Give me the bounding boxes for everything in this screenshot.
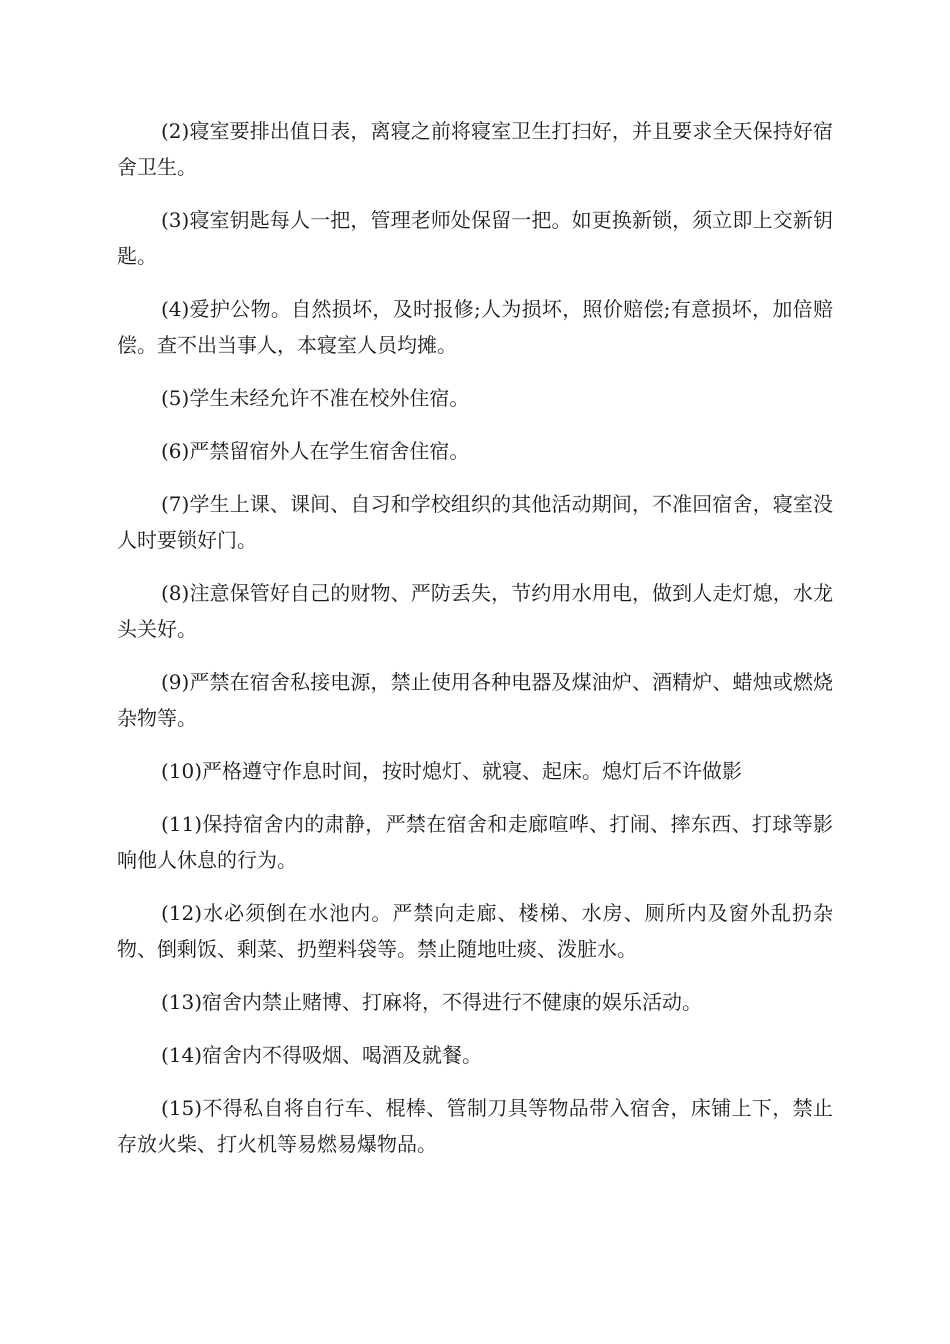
rule-paragraph-2: (2)寝室要排出值日表，离寝之前将寝室卫生打扫好，并且要求全天保持好宿舍卫生。: [117, 119, 833, 179]
rule-paragraph-6: (6)严禁留宿外人在学生宿舍住宿。: [161, 439, 470, 463]
rule-paragraph-3: (3)寝室钥匙每人一把，管理老师处保留一把。如更换新锁，须立即上交新钥匙。: [117, 208, 833, 268]
rule-paragraph-13: (13)宿舍内禁止赌博、打麻将，不得进行不健康的娱乐活动。: [161, 990, 703, 1014]
rule-paragraph-10: (10)严格遵守作息时间，按时熄灯、就寝、起床。熄灯后不许做影: [161, 759, 743, 783]
rule-paragraph-5: (5)学生未经允许不准在校外住宿。: [161, 386, 470, 410]
rule-paragraph-14: (14)宿舍内不得吸烟、喝酒及就餐。: [161, 1043, 483, 1067]
rule-paragraph-15: (15)不得私自将自行车、棍棒、管制刀具等物品带入宿舍，床铺上下，禁止存放火柴、打火机等易燃易爆物品。: [117, 1096, 833, 1156]
rule-paragraph-12: (12)水必须倒在水池内。严禁向走廊、楼梯、水房、厕所内及窗外乱扔杂物、倒剩饭、剩菜、扔塑料袋等。禁止随地吐痰、泼脏水。: [117, 901, 833, 961]
rule-paragraph-8: (8)注意保管好自己的财物、严防丢失，节约用水用电，做到人走灯熄，水龙头关好。: [117, 581, 833, 641]
rule-paragraph-7: (7)学生上课、课间、自习和学校组织的其他活动期间，不准回宿舍，寝室没人时要锁好门。: [117, 492, 833, 552]
rule-paragraph-4: (4)爱护公物。自然损坏，及时报修;人为损坏，照价赔偿;有意损坏，加倍赔偿。查不出当事人，本寝室人员均摊。: [117, 297, 833, 357]
rule-paragraph-9: (9)严禁在宿舍私接电源，禁止使用各种电器及煤油炉、酒精炉、蜡烛或燃烧杂物等。: [117, 670, 833, 730]
document-body: [117, 113, 833, 1179]
rule-paragraph-11: (11)保持宿舍内的肃静，严禁在宿舍和走廊喧哗、打闹、摔东西、打球等影响他人休息的行为。: [117, 812, 833, 872]
